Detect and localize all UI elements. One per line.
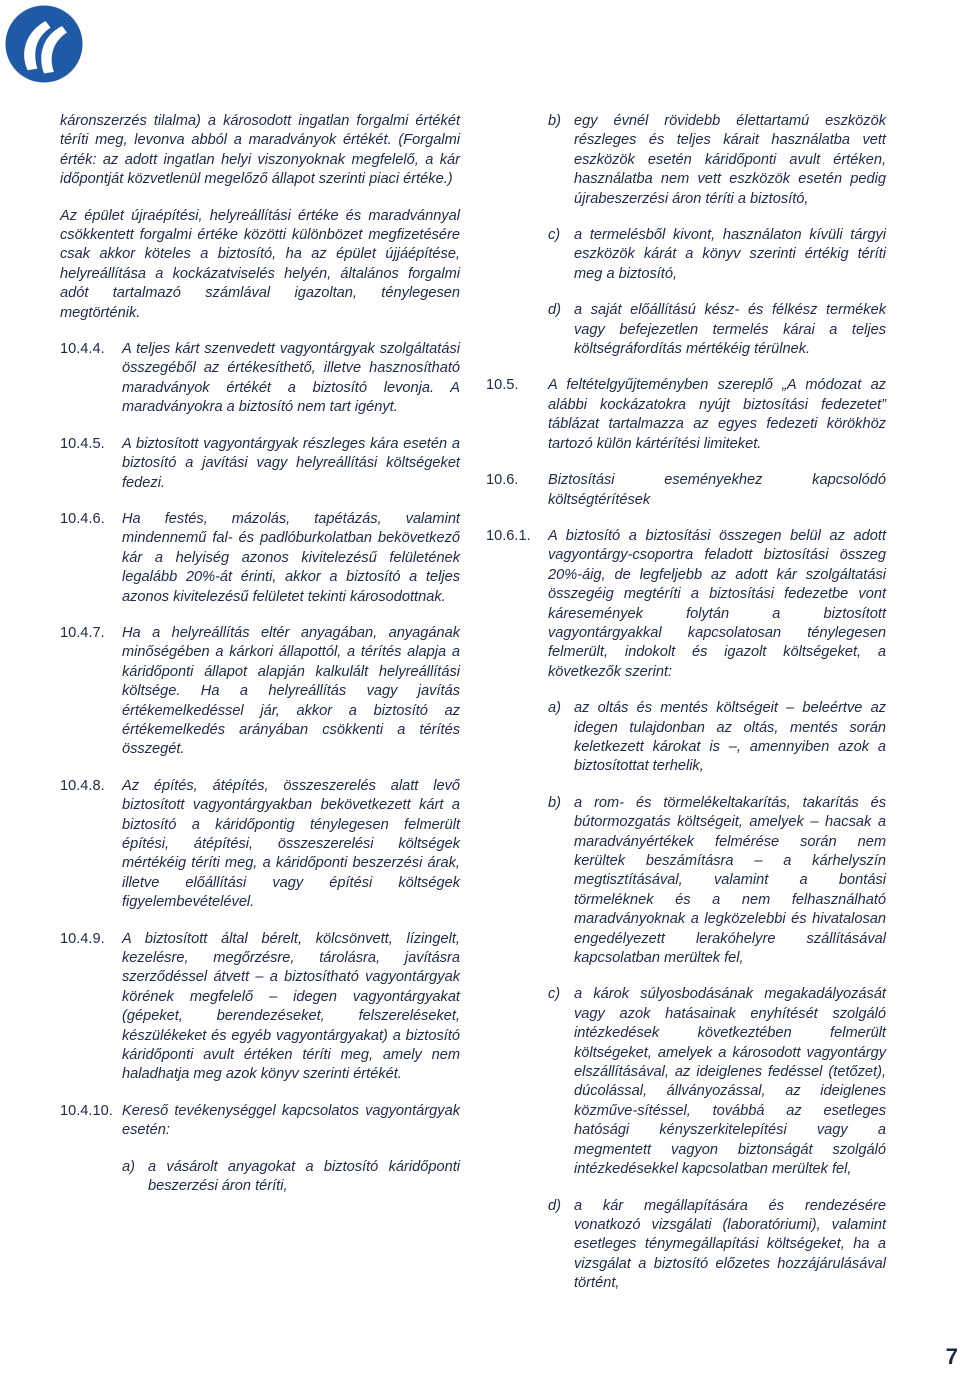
clause-text: A feltételgyűjteményben szereplő „A módozat az alábbi kockázatokra nyújt biztosítási fedezetet” táblázat tartalmazza az egyes fedezeti körökhöz tartozó külön kártérítési limiteket.	[548, 377, 886, 452]
clause	[60, 435, 460, 493]
sub-item-text: a vásárolt anyagokat a biztosító káridőponti beszerzési áron téríti,	[148, 1158, 460, 1195]
sub-item	[548, 985, 886, 1179]
sub-item-text: a saját előállítású kész- és félkész termékek vagy befejezetlen termelés kárai a teljes költségráfordítás mértékéig térülnek.	[574, 302, 886, 358]
clause-number: 10.6.1.	[486, 527, 531, 544]
clause-number: 10.6.	[486, 472, 519, 489]
clause-text: A teljes kárt szenvedett vagyontárgyak szolgáltatási összegéből az értékesíthető, illetve hasznosítható maradványok értékét a biztosító levonja. A maradványokra a biztosító nem tart igényt.	[122, 341, 460, 416]
clause-number: 10.4.7.	[60, 624, 105, 641]
sub-item-letter: d)	[548, 1197, 561, 1214]
sub-item	[548, 1197, 886, 1294]
sub-item-letter: a)	[122, 1158, 135, 1175]
clause-number: 10.4.4.	[60, 341, 105, 358]
sub-item-text: a kár megállapítására és rendezésére vonatkozó vizsgálati (laboratóriumi), valamint esetleges ténymegállapítási költségeket, ha a vizsgálat a biztosító előzetes hozzájárulásával történt,	[574, 1197, 886, 1292]
sub-item-letter: b)	[548, 794, 561, 811]
sub-item	[548, 112, 886, 209]
right-column	[486, 112, 886, 1311]
clause	[60, 510, 460, 607]
clause-number: 10.4.8.	[60, 777, 105, 794]
clause	[60, 777, 460, 913]
sub-item	[122, 1158, 460, 1197]
clause	[60, 624, 460, 760]
clause	[60, 930, 460, 1085]
sub-item	[548, 699, 886, 777]
sub-item-letter: c)	[548, 227, 561, 244]
clause-text: A biztosított által bérelt, kölcsönvett, lízingelt, kezelésre, megőrzésre, tárolásra, javításra szerződéssel átvett – a biztosítható vagyontárgyak körének megfelelő – idegen vagyontárgyakat (gépeket, berendezéseket, felszereléseket, készülékeket és egyéb vagyontárgyakat) a biztosító káridőponti avult értéken téríti meg, amely nem haladhatja meg azok könyv szerinti értékét.	[122, 930, 460, 1083]
clause-text: Kereső tevékenységgel kapcsolatos vagyontárgyak esetén:	[122, 1102, 460, 1139]
clause	[486, 527, 886, 682]
clause	[60, 340, 460, 418]
sub-item	[548, 794, 886, 969]
intro-paragraph: káronszerzés tilalma) a károsodott ingatlan forgalmi értékét téríti meg, levonva abból a maradványok értékét. (Forgalmi érték: az adott ingatlan helyi viszonyoknak megfelelő, a kár időpontját közvetlenül megelőző állapot szerinti piaci értéke.)	[60, 113, 460, 188]
sub-item	[548, 301, 886, 359]
sub-item-letter: d)	[548, 302, 561, 319]
sub-item-text: egy évnél rövidebb élettartamú eszközök részleges és teljes kárait használatba vett eszközök esetén káridőponti avult értéken, használatba nem vett eszközök esetén pedig újrabeszerzési áron téríti a biztosító,	[574, 113, 886, 207]
clause-number: 10.4.9.	[60, 930, 105, 947]
brand-logo	[3, 3, 85, 85]
sub-item-text: a károk súlyosbodásának megakadályozását vagy azok hatásainak enyhítését szolgáló intézkedések következtében felmerült költségeket, amelyek a károsodott vagyontárgy elszállításával, az ideiglenes fedéssel (tetőzet), dúcolással, állványozással, az ideiglenes közműve-sítéssel, továbbá az esetleges hatósági kényszerkitelepítési vagy a megmentett vagyon biztonságát szolgáló intézkedésekkel kapcsolatban merültek fel,	[574, 986, 886, 1178]
clause-text: Ha festés, mázolás, tapétázás, valamint mindennemű fal- és padlóburkolatban bekövetkező kár a helyiség azonos kivitelezésű felületének legalább 20%-át érinti, akkor a biztosító a teljes azonos kivitelezésű felületet tekinti károsodottnak.	[122, 510, 460, 605]
clause-number: 10.4.5.	[60, 435, 105, 452]
page-number: 7	[945, 1344, 958, 1369]
clause-text: Biztosítási eseményekhez kapcsolódó költségtérítések	[548, 472, 886, 508]
sub-item	[548, 226, 886, 284]
sub-item-letter: c)	[548, 986, 561, 1003]
clause-text: Az építés, átépítés, összeszerelés alatt levő biztosított vagyontárgyakban bekövetkezett kárt a biztosító a káridőpontig ténylegesen felmerült építési, átépítési, összeszerelési költségek mértékéig téríti meg, a káridőponti beszerzési árak, illetve előállítási vagy építési költségek figyelembevételével.	[122, 777, 460, 911]
clause	[486, 471, 886, 510]
left-column	[60, 112, 460, 1214]
clause-text: Ha a helyreállítás eltér anyagában, anyagának minőségében a kárkori állapottól, a térítés alapja a káridőponti állapot alapján kalkulált helyreállítási költsége. Ha a helyreállítás vagy javítás értékemelkedéssel jár, akkor a biztosító az értékemelkedés arányában csökkenti a térítés összegét.	[122, 624, 460, 758]
clause-text: A biztosító a biztosítási összegen belül az adott vagyontárgy-csoportra feladott biztosítási összeg 20%-áig, de legfeljebb az adott kár szolgáltatási összegéig megtéríti a biztosítási fedezetbe vont káresemények folytán a biztosított vagyontárgyakkal kapcsolatosan ténylegesen felmerült, indokolt és igazolt költségeket, a következők szerint:	[548, 527, 886, 680]
clause	[60, 1102, 460, 1141]
sub-item-text: a termelésből kivont, használaton kívüli tárgyi eszközök kárát a könyv szerinti értékig téríti meg a biztosító,	[574, 227, 886, 282]
clause-text: A biztosított vagyontárgyak részleges kára esetén a biztosító a javítási vagy helyreállítási költségeket fedezi.	[122, 435, 460, 491]
sub-item-letter: b)	[548, 113, 561, 129]
clause-number: 10.4.6.	[60, 510, 105, 527]
clause-number: 10.5.	[486, 377, 519, 394]
sub-item-text: az oltás és mentés költségeit – beleértve az idegen tulajdonban az oltás, mentés során keletkezett károkat is –, amennyiben azok a biztosítottat terhelik,	[574, 700, 886, 775]
clause-number: 10.4.10.	[60, 1102, 113, 1119]
intro-paragraph: Az épület újraépítési, helyreállítási értéke és maradvánnyal csökkentett forgalmi értéke közötti különbözet megfizetésére csak akkor köteles a biztosító, ha az épület újjáépítése, helyreállítása a kockázatviselés helyén, általános forgalmi adót tartalmazó számlával igazoltan, ténylegesen megtörténik.	[60, 207, 460, 321]
sub-item-text: a rom- és törmelékeltakarítás, takarítás és bútormozgatás költségeit, amelyek – hacsak a maradványértékek felmérése során nem kerültek beszámításra – a kárhelyszín megtisztításával, valamint a bontási törmeléknek és a nem felhasználható maradványoknak a legközelebbi és hivatalosan engedélyezett lerakóhelyre szállításával kapcsolatban merültek fel,	[574, 794, 886, 967]
sub-item-letter: a)	[548, 700, 561, 717]
clause	[486, 376, 886, 454]
